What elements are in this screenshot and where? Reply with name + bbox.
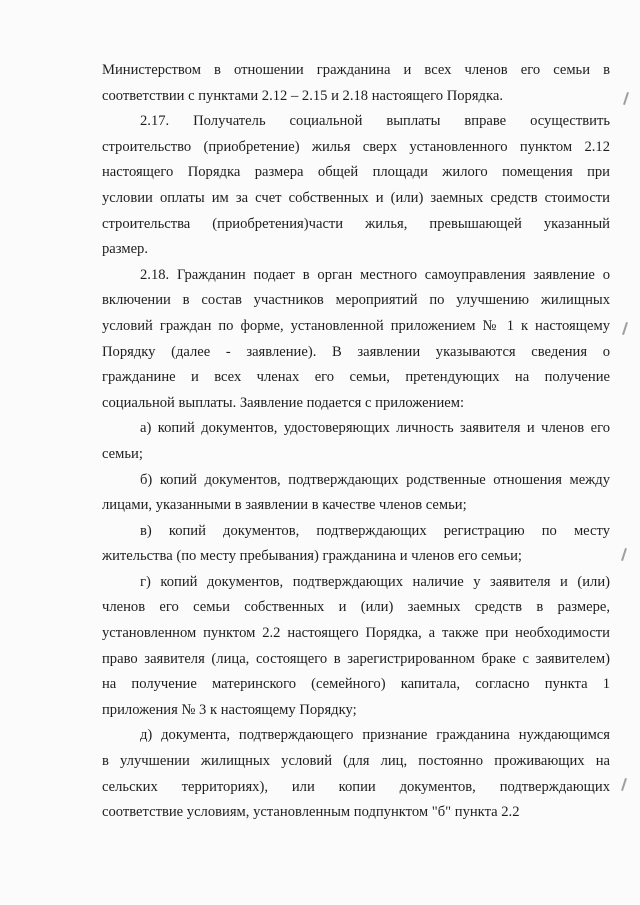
text-line: условий граждан по форме, установленной приложением № 1 к настоящему: [102, 317, 610, 334]
text-line: настоящего Порядка размера общей площади жилого помещения при: [102, 164, 610, 181]
paragraph-p-d: [102, 723, 610, 825]
text-line: в) копий документов, подтверждающих регистрацию по месту: [140, 522, 610, 539]
text-line: Порядку (далее - заявление). В заявлении указываются сведения о: [102, 343, 610, 360]
paragraph-p-b: [102, 468, 610, 519]
text-line: сельских территориях), или копии документов, подтверждающих: [102, 778, 610, 795]
text-line: д) документа, подтверждающего признание гражданина нуждающимся: [140, 727, 610, 744]
text-line: жительства (по месту пребывания) гражданина и членов его семьи;: [102, 548, 522, 565]
text-line: включении в состав участников мероприятий по улучшению жилищных: [102, 292, 610, 309]
text-line: в улучшении жилищных условий (для лиц, постоянно проживающих на: [102, 753, 610, 770]
text-line: строительства (приобретения)части жилья, превышающей указанный: [102, 215, 610, 232]
text-line: лицами, указанными в заявлении в качестве членов семьи;: [102, 497, 467, 514]
text-line: строительство (приобретение) жилья сверх установленного пунктом 2.12: [102, 138, 610, 155]
scan-mark: [621, 548, 627, 561]
text-line: право заявителя (лица, состоящего в зарегистрированном браке с заявителем): [102, 650, 610, 667]
text-line: г) копий документов, подтверждающих наличие у заявителя и (или): [140, 573, 610, 590]
text-line: Министерством в отношении гражданина и всех членов его семьи в: [102, 62, 610, 78]
paragraph-p-g: [102, 570, 610, 724]
paragraph-p-2-17: [102, 109, 610, 263]
text-line: на получение материнского (семейного) капитала, согласно пункта 1: [102, 676, 610, 693]
text-line: условии оплаты им за счет собственных и (или) заемных средств стоимости: [102, 189, 610, 206]
scan-mark: [622, 322, 628, 335]
text-line: соответствие условиям, установленным подпунктом "б" пункта 2.2: [102, 804, 520, 821]
document-body: [102, 58, 610, 826]
text-line: социальной выплаты. Заявление подается с приложением:: [102, 394, 465, 411]
scan-mark: [621, 778, 627, 791]
text-line: размер.: [102, 241, 148, 258]
text-line: гражданине и всех членах его семьи, претендующих на получение: [102, 369, 610, 386]
text-line: а) копий документов, удостоверяющих личность заявителя и членов его: [140, 420, 610, 437]
text-line: 2.18. Гражданин подает в орган местного самоуправления заявление о: [140, 266, 610, 283]
text-line: б) копий документов, подтверждающих родственные отношения между: [140, 471, 610, 488]
text-line: соответствии с пунктами 2.12 – 2.15 и 2.18 настоящего Порядка.: [102, 87, 503, 104]
paragraph-p-a: [102, 416, 610, 467]
text-line: установленном пунктом 2.2 настоящего Порядка, а также при необходимости: [102, 625, 610, 642]
paragraph-p-v: [102, 519, 610, 570]
scan-mark: [623, 92, 629, 105]
paragraph-p-continuation: [102, 58, 610, 109]
paragraph-p-2-18: [102, 263, 610, 417]
text-line: членов его семьи собственных и (или) заемных средств в размере,: [102, 599, 610, 616]
text-line: приложения № 3 к настоящему Порядку;: [102, 701, 357, 718]
text-line: семьи;: [102, 445, 143, 462]
text-line: 2.17. Получатель социальной выплаты вправе осуществить: [140, 113, 610, 130]
